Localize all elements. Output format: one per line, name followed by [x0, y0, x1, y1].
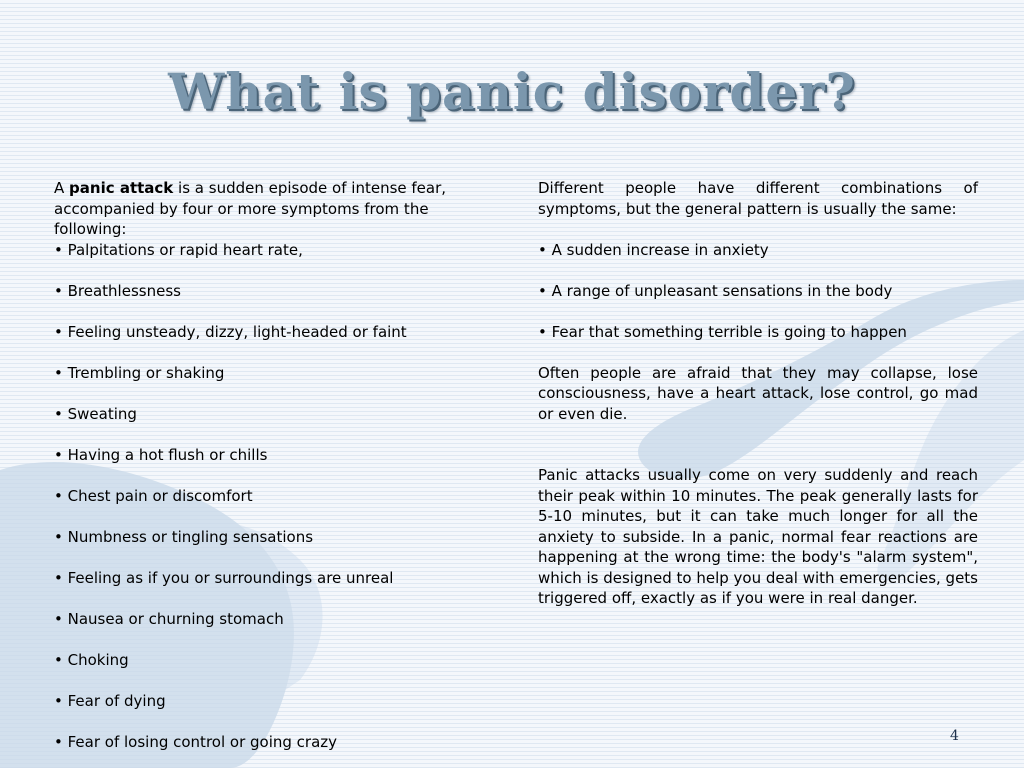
symptom-item: • Trembling or shaking [54, 363, 225, 382]
symptom-item: • Chest pain or discomfort [54, 486, 253, 505]
symptom-item: • Feeling as if you or surroundings are unreal [54, 568, 394, 587]
fears-paragraph: Often people are afraid that they may collapse, lose consciousness, have a heart attack, lose control, go mad or even die. [538, 363, 978, 423]
symptom-item: • Fear of losing control or going crazy [54, 732, 338, 751]
symptom-item: • Fear of dying [54, 691, 166, 710]
pattern-item: • Fear that something terrible is going to happen [538, 322, 907, 341]
panic-attack-term: panic attack [69, 179, 174, 197]
symptom-item: • Numbness or tingling sensations [54, 527, 314, 546]
pattern-item: • A sudden increase in anxiety [538, 240, 769, 259]
page-title: What is panic disorder? [168, 62, 856, 121]
intro-text: is a sudden episode of intense fear, accompanied by four or more symptoms from the following: [54, 179, 447, 238]
pattern-intro: Different people have different combinations of symptoms, but the general pattern is usually the same: [538, 179, 978, 218]
symptom-item: • Choking [54, 650, 129, 669]
symptom-item: • Breathlessness [54, 281, 181, 300]
symptom-item: • Having a hot flush or chills [54, 445, 268, 464]
symptom-item: • Palpitations or rapid heart rate, [54, 240, 303, 259]
panic-course-paragraph: Panic attacks usually come on very suddenly and reach their peak within 10 minutes. The peak generally lasts for 5-10 minutes, but it can take much longer for all the anxiety to subside. In a panic, normal fear reactions are happening at the wrong time: the body's "alarm system", which is designed to help you deal with emergencies, gets triggered off, exactly as if you were in real danger. [538, 466, 978, 607]
page-number: 4 [950, 728, 959, 744]
panic-attack-definition [54, 178, 454, 240]
pattern-item: • A range of unpleasant sensations in the body [538, 281, 893, 300]
intro-prefix: A [54, 179, 70, 197]
symptom-item: • Nausea or churning stomach [54, 609, 284, 628]
left-column [54, 178, 454, 752]
symptom-item: • Feeling unsteady, dizzy, light-headed or faint [54, 322, 407, 341]
right-column [538, 178, 978, 609]
symptom-item: • Sweating [54, 404, 137, 423]
